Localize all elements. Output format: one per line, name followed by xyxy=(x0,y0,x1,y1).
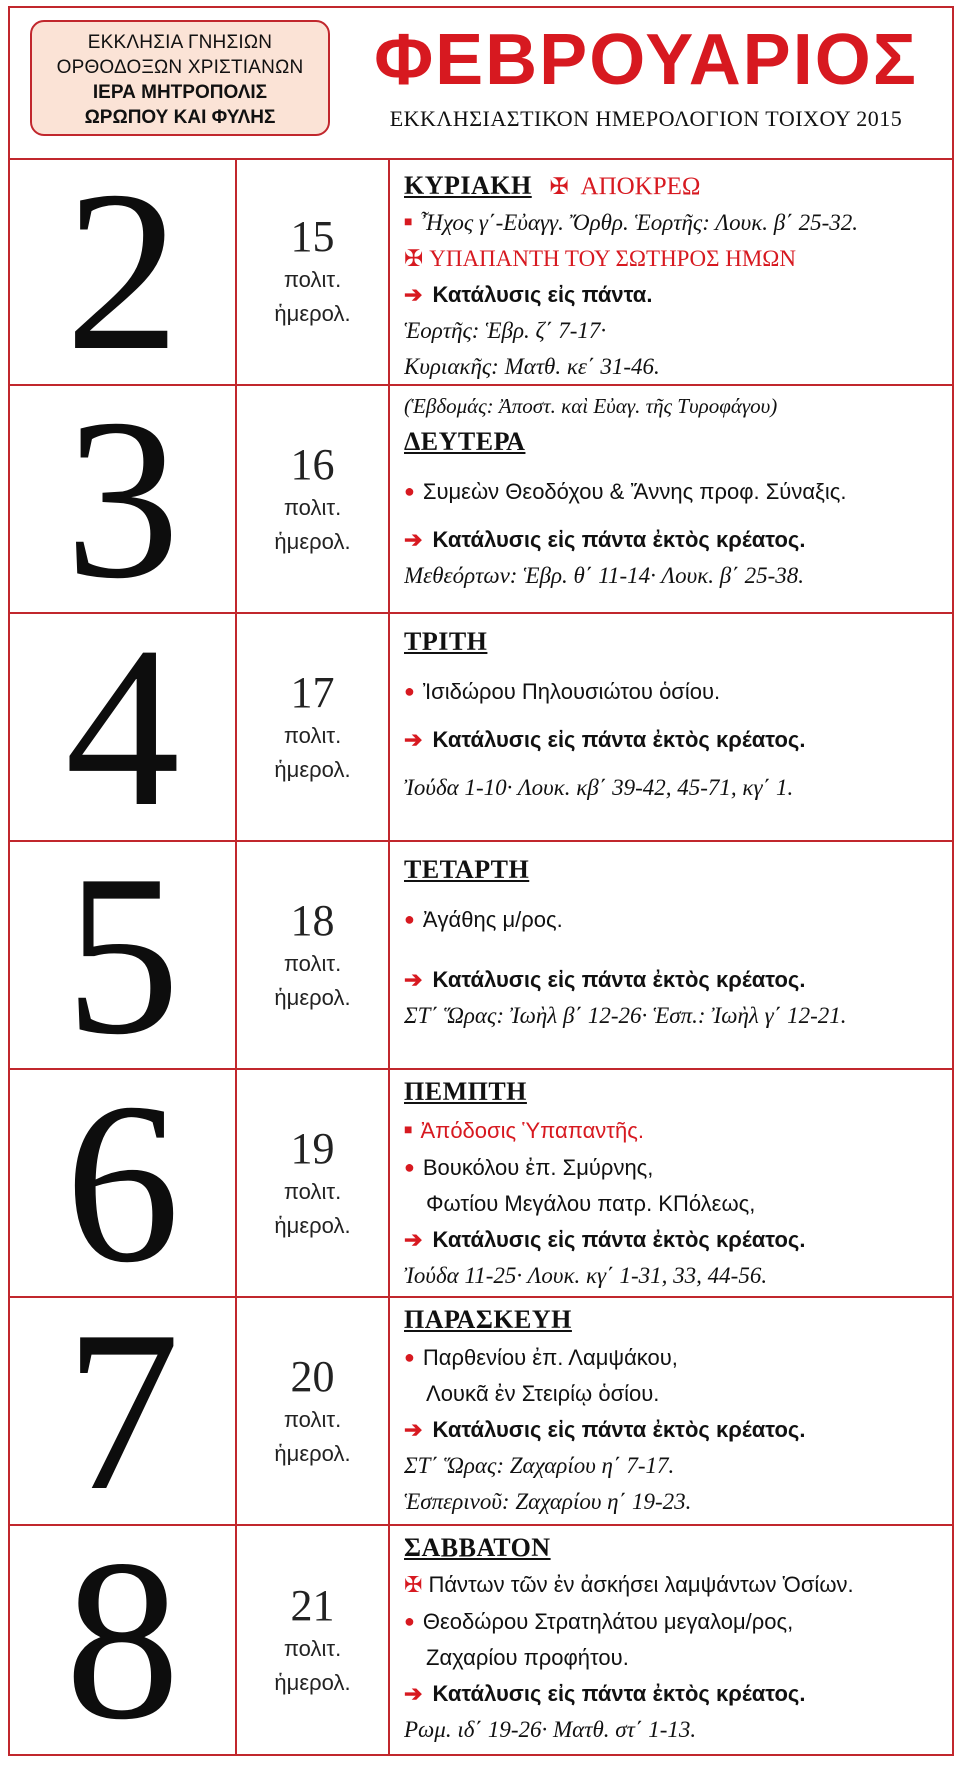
civil-day-number: 15 xyxy=(290,212,335,261)
day-details xyxy=(390,158,952,384)
reading-line: Ἑορτῆς: Ἑβρ. ζ΄ 7-17· xyxy=(404,318,607,343)
civil-day-number: 21 xyxy=(290,1581,335,1630)
reading-line: ΣΤ΄ Ὥρας: Ζαχαρίου η΄ 7-17. xyxy=(404,1453,675,1478)
day-number: 2 xyxy=(65,143,180,398)
org-line-2: ΟΡΘΟΔΟΞΩΝ ΧΡΙΣΤΙΑΝΩΝ xyxy=(56,57,304,78)
bullet-icon: ● xyxy=(404,1347,415,1367)
day-row xyxy=(10,1512,952,1767)
day-number: 7 xyxy=(65,1283,180,1538)
arrow-icon: ➔ xyxy=(404,967,423,992)
saint-commemoration: Συμεὼν Θεοδόχου & Ἄννης προφ. Σύναξις. xyxy=(422,479,847,504)
civil-day-number: 16 xyxy=(290,440,335,489)
month-title: ΦΕΒΡΟΥΑΡΙΟΣ xyxy=(374,20,918,100)
bullet-icon: ● xyxy=(404,1157,415,1177)
civil-date-cell xyxy=(237,1298,390,1524)
arrow-icon: ➔ xyxy=(404,727,423,752)
arrow-icon: ➔ xyxy=(404,282,423,307)
day-name: ΣΑΒΒΑΤΟΝ xyxy=(404,1533,551,1562)
day-number: 3 xyxy=(65,371,180,626)
cross-icon: ✠ xyxy=(404,246,424,271)
fasting-rule: Κατάλυσις εἰς πάντα ἐκτὸς κρέατος. xyxy=(432,1227,806,1252)
arrow-icon: ➔ xyxy=(404,1227,423,1252)
saint-commemoration: Ἀγάθης μ/ρος. xyxy=(422,907,563,932)
day-name: ΚΥΡΙΑΚΗ xyxy=(404,171,532,200)
calendar-header xyxy=(10,8,952,160)
calendar-label: ἡμερολ. xyxy=(274,529,351,554)
square-bullet-icon: ■ xyxy=(404,1121,413,1137)
civil-label: πολιτ. xyxy=(283,1179,342,1204)
day-number: 6 xyxy=(65,1055,180,1310)
saint-commemoration: Ζαχαρίου προφήτου. xyxy=(426,1645,629,1670)
calendar-label: ἡμερολ. xyxy=(274,757,351,782)
day-name: ΔΕΥΤΕΡΑ xyxy=(404,427,526,456)
day-name-extra: ΑΠΟΚΡΕΩ xyxy=(580,173,701,200)
day-number-cell xyxy=(10,1512,237,1767)
day-row xyxy=(10,371,952,626)
day-details xyxy=(390,1526,952,1754)
day-number-cell xyxy=(10,599,237,854)
day-number: 4 xyxy=(65,599,180,854)
cross-icon: ✠ xyxy=(549,174,569,199)
saint-commemoration: Λουκᾶ ἐν Στειρίῳ ὁσίου. xyxy=(426,1381,660,1406)
day-number-cell xyxy=(10,371,237,626)
feast-title: Πάντων τῶν ἐν ἀσκήσει λαμψάντων Ὁσίων. xyxy=(428,1572,854,1597)
civil-label: πολιτ. xyxy=(283,723,342,748)
fasting-rule: Κατάλυσις εἰς πάντα ἐκτὸς κρέατος. xyxy=(432,967,806,992)
reading-line: Κυριακῆς: Ματθ. κε΄ 31-46. xyxy=(404,354,660,379)
reading-line: ΣΤ΄ Ὥρας: Ἰωὴλ β΄ 12-26· Ἑσπ.: Ἰωὴλ γ΄ 12-21. xyxy=(404,1003,847,1028)
civil-day-number: 18 xyxy=(290,896,335,945)
reading-line: Ἑσπερινοῦ: Ζαχαρίου η΄ 19-23. xyxy=(404,1489,692,1514)
org-line-3: ΙΕΡΑ ΜΗΤΡΟΠΟΛΙΣ xyxy=(92,82,268,103)
arrow-icon: ➔ xyxy=(404,527,423,552)
bullet-icon: ● xyxy=(404,681,415,701)
saint-commemoration: Θεοδώρου Στρατηλάτου μεγαλομ/ρος, xyxy=(422,1609,794,1634)
civil-day-number: 17 xyxy=(290,668,335,717)
day-name: ΠΕΜΠΤΗ xyxy=(404,1077,527,1106)
saint-commemoration: Βουκόλου ἐπ. Σμύρνης, xyxy=(422,1155,654,1180)
day-details xyxy=(390,386,952,612)
bullet-icon: ● xyxy=(404,909,415,929)
civil-date-cell xyxy=(237,614,390,840)
day-name: ΠΑΡΑΣΚΕΥΗ xyxy=(404,1305,572,1334)
reading-line: Ρωμ. ιδ΄ 19-26· Ματθ. στ΄ 1-13. xyxy=(404,1717,697,1742)
bullet-icon: ● xyxy=(404,481,415,501)
civil-label: πολιτ. xyxy=(283,1407,342,1432)
reading-line: Μεθεόρτων: Ἑβρ. θ΄ 11-14· Λουκ. β΄ 25-38. xyxy=(404,563,805,588)
fasting-rule: Κατάλυσις εἰς πάντα ἐκτὸς κρέατος. xyxy=(432,527,806,552)
tone-reading: Ἦχος γ΄-Εὐαγγ. Ὄρθρ. Ἑορτῆς: Λουκ. β΄ 25-32. xyxy=(420,210,859,235)
apodosis-note: Ἀπόδοσις Ὑπαπαντῆς. xyxy=(420,1118,644,1143)
calendar-subtitle: ΕΚΚΛΗΣΙΑΣΤΙΚΟΝ ΗΜΕΡΟΛΟΓΙΟΝ ΤΟΙΧΟΥ 2015 xyxy=(389,106,903,131)
calendar-label: ἡμερολ. xyxy=(274,985,351,1010)
civil-date-cell xyxy=(237,386,390,612)
civil-label: πολιτ. xyxy=(283,951,342,976)
civil-label: πολιτ. xyxy=(283,495,342,520)
feast-title: ΥΠΑΠΑΝΤΗ ΤΟΥ ΣΩΤΗΡΟΣ ΗΜΩΝ xyxy=(429,246,796,271)
calendar-label: ἡμερολ. xyxy=(274,301,351,326)
reading-line: Ἰούδα 11-25· Λουκ. κγ΄ 1-31, 33, 44-56. xyxy=(404,1263,768,1288)
arrow-icon: ➔ xyxy=(404,1417,423,1442)
day-row xyxy=(10,599,952,854)
days-table xyxy=(10,143,952,1767)
saint-commemoration: Φωτίου Μεγάλου πατρ. ΚΠόλεως, xyxy=(426,1191,756,1216)
civil-date-cell xyxy=(237,1526,390,1754)
fasting-rule: Κατάλυσις εἰς πάντα. xyxy=(432,282,653,307)
fasting-rule: Κατάλυσις εἰς πάντα ἐκτὸς κρέατος. xyxy=(432,1417,806,1442)
day-name: ΤΡΙΤΗ xyxy=(404,627,488,656)
civil-date-cell xyxy=(237,158,390,384)
day-number-cell xyxy=(10,827,237,1082)
org-line-1: ΕΚΚΛΗΣΙΑ ΓΝΗΣΙΩΝ xyxy=(87,32,273,53)
calendar-label: ἡμερολ. xyxy=(274,1213,351,1238)
day-row xyxy=(10,827,952,1082)
day-number-cell xyxy=(10,143,237,398)
calendar-label: ἡμερολ. xyxy=(274,1670,351,1695)
fasting-rule: Κατάλυσις εἰς πάντα ἐκτὸς κρέατος. xyxy=(432,727,806,752)
saint-commemoration: Ἰσιδώρου Πηλουσιώτου ὁσίου. xyxy=(422,679,721,704)
civil-day-number: 19 xyxy=(290,1124,335,1173)
reading-line: Ἰούδα 1-10· Λουκ. κβ΄ 39-42, 45-71, κγ΄ 1. xyxy=(404,775,794,800)
church-badge xyxy=(30,20,330,136)
day-details xyxy=(390,1298,952,1524)
civil-day-number: 20 xyxy=(290,1352,335,1401)
day-name: ΤΕΤΑΡΤΗ xyxy=(404,855,530,884)
bullet-icon: ● xyxy=(404,1611,415,1631)
day-number: 8 xyxy=(65,1512,180,1767)
day-row xyxy=(10,143,952,398)
fasting-rule: Κατάλυσις εἰς πάντα ἐκτὸς κρέατος. xyxy=(432,1681,806,1706)
civil-date-cell xyxy=(237,842,390,1068)
day-details xyxy=(390,614,952,840)
calendar-label: ἡμερολ. xyxy=(274,1441,351,1466)
day-number-cell xyxy=(10,1283,237,1538)
saint-commemoration: Παρθενίου ἐπ. Λαμψάκου, xyxy=(422,1345,678,1370)
org-line-4: ΩΡΩΠΟΥ ΚΑΙ ΦΥΛΗΣ xyxy=(84,107,276,128)
day-row xyxy=(10,1055,952,1310)
day-row xyxy=(10,1283,952,1538)
day-number-cell xyxy=(10,1055,237,1310)
day-number: 5 xyxy=(65,827,180,1082)
arrow-icon: ➔ xyxy=(404,1681,423,1706)
civil-label: πολιτ. xyxy=(283,267,342,292)
calendar-page xyxy=(8,6,954,1767)
cross-icon: ✠ xyxy=(404,1572,423,1597)
civil-date-cell xyxy=(237,1070,390,1296)
day-details xyxy=(390,842,952,1068)
civil-label: πολιτ. xyxy=(283,1636,342,1661)
week-note: (Ἑβδομάς: Ἀποστ. καὶ Εὐαγ. τῆς Τυροφάγου) xyxy=(404,394,778,418)
day-details xyxy=(390,1070,952,1296)
square-bullet-icon: ■ xyxy=(404,215,413,230)
